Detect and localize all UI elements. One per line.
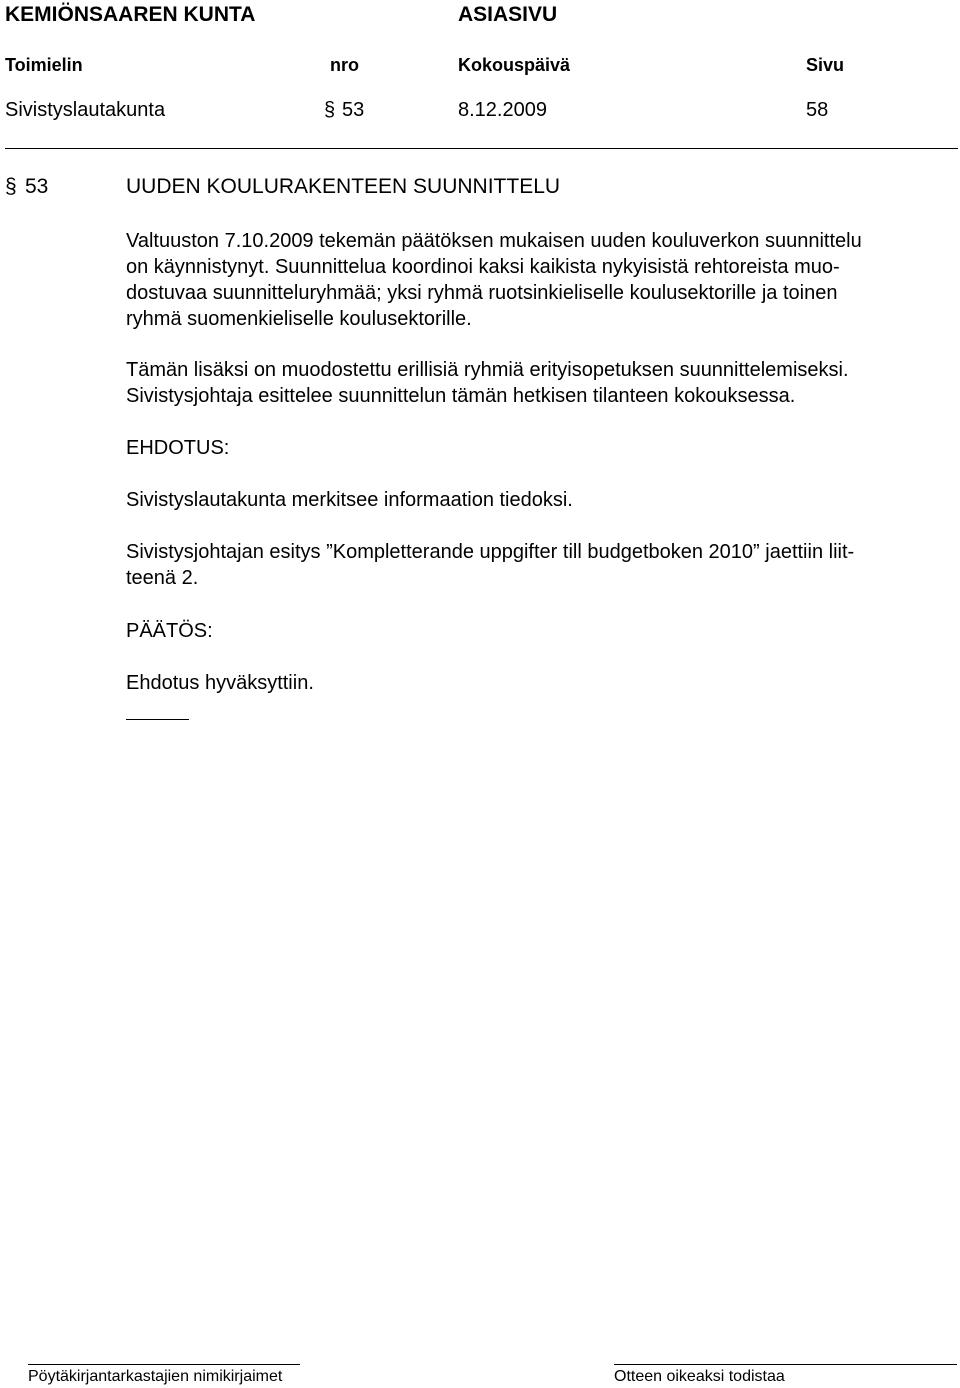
decision-text-line: Ehdotus hyväksyttiin. bbox=[126, 672, 314, 694]
text-line: Sivistysjohtajan esitys ”Kompletterande uppgifter till budgetboken 2010” jaettiin liit- bbox=[126, 541, 855, 563]
text-line: Valtuuston 7.10.2009 tekemän päätöksen mukaisen uuden kouluverkon suunnittelu bbox=[126, 230, 862, 252]
paragraph-additional-groups bbox=[126, 357, 956, 409]
page-number: 58 bbox=[806, 99, 829, 121]
column-label-number: nro bbox=[330, 55, 359, 75]
footer-rule-left bbox=[28, 1364, 300, 1365]
end-of-item-rule bbox=[126, 719, 189, 720]
item-title-number: 53 bbox=[25, 175, 49, 198]
municipality-name: KEMIÖNSAAREN KUNTA bbox=[5, 3, 256, 26]
section-sign-header: § bbox=[324, 99, 336, 121]
column-label-date: Kokouspäivä bbox=[458, 55, 571, 75]
footer-certification-label: Otteen oikeaksi todistaa bbox=[614, 1368, 785, 1385]
proposal-text bbox=[126, 487, 956, 513]
text-line: Sivistysjohtaja esittelee suunnittelun tämän hetkisen tilanteen kokouksessa. bbox=[126, 385, 796, 407]
proposal-heading bbox=[126, 435, 956, 461]
header-divider bbox=[5, 148, 958, 149]
meeting-date: 8.12.2009 bbox=[458, 99, 547, 121]
text-line: ryhmä suomenkieliselle koulusektorille. bbox=[126, 308, 472, 330]
decision-heading-text: PÄÄTÖS: bbox=[126, 620, 213, 642]
text-line: teenä 2. bbox=[126, 567, 199, 589]
section-sign-title: § bbox=[5, 175, 17, 198]
text-line: dostuvaa suunnitteluryhmää; yksi ryhmä ruotsinkieliselle koulusektorille ja toinen bbox=[126, 282, 838, 304]
item-number: 53 bbox=[342, 99, 365, 121]
footer-rule-right bbox=[614, 1364, 957, 1365]
column-label-body: Toimielin bbox=[5, 55, 83, 75]
meeting-body: Sivistyslautakunta bbox=[5, 99, 166, 121]
document-type: ASIASIVU bbox=[458, 3, 558, 26]
proposal-heading-text: EHDOTUS: bbox=[126, 437, 230, 459]
decision-text bbox=[126, 670, 956, 696]
text-line: on käynnistynyt. Suunnittelua koordinoi kaksi kaikista nykyisistä rehtoreista muo- bbox=[126, 256, 840, 278]
paragraph-background bbox=[126, 228, 956, 332]
item-title: UUDEN KOULURAKENTEEN SUUNNITTELU bbox=[126, 175, 561, 198]
footer-initials-label: Pöytäkirjantarkastajien nimikirjaimet bbox=[28, 1368, 283, 1385]
column-label-page: Sivu bbox=[806, 55, 845, 75]
attachment-paragraph bbox=[126, 539, 956, 591]
proposal-text-line: Sivistyslautakunta merkitsee informaation tiedoksi. bbox=[126, 489, 573, 511]
decision-heading bbox=[126, 618, 956, 644]
text-line: Tämän lisäksi on muodostettu erillisiä ryhmiä erityisopetuksen suunnittelemiseksi. bbox=[126, 359, 849, 381]
